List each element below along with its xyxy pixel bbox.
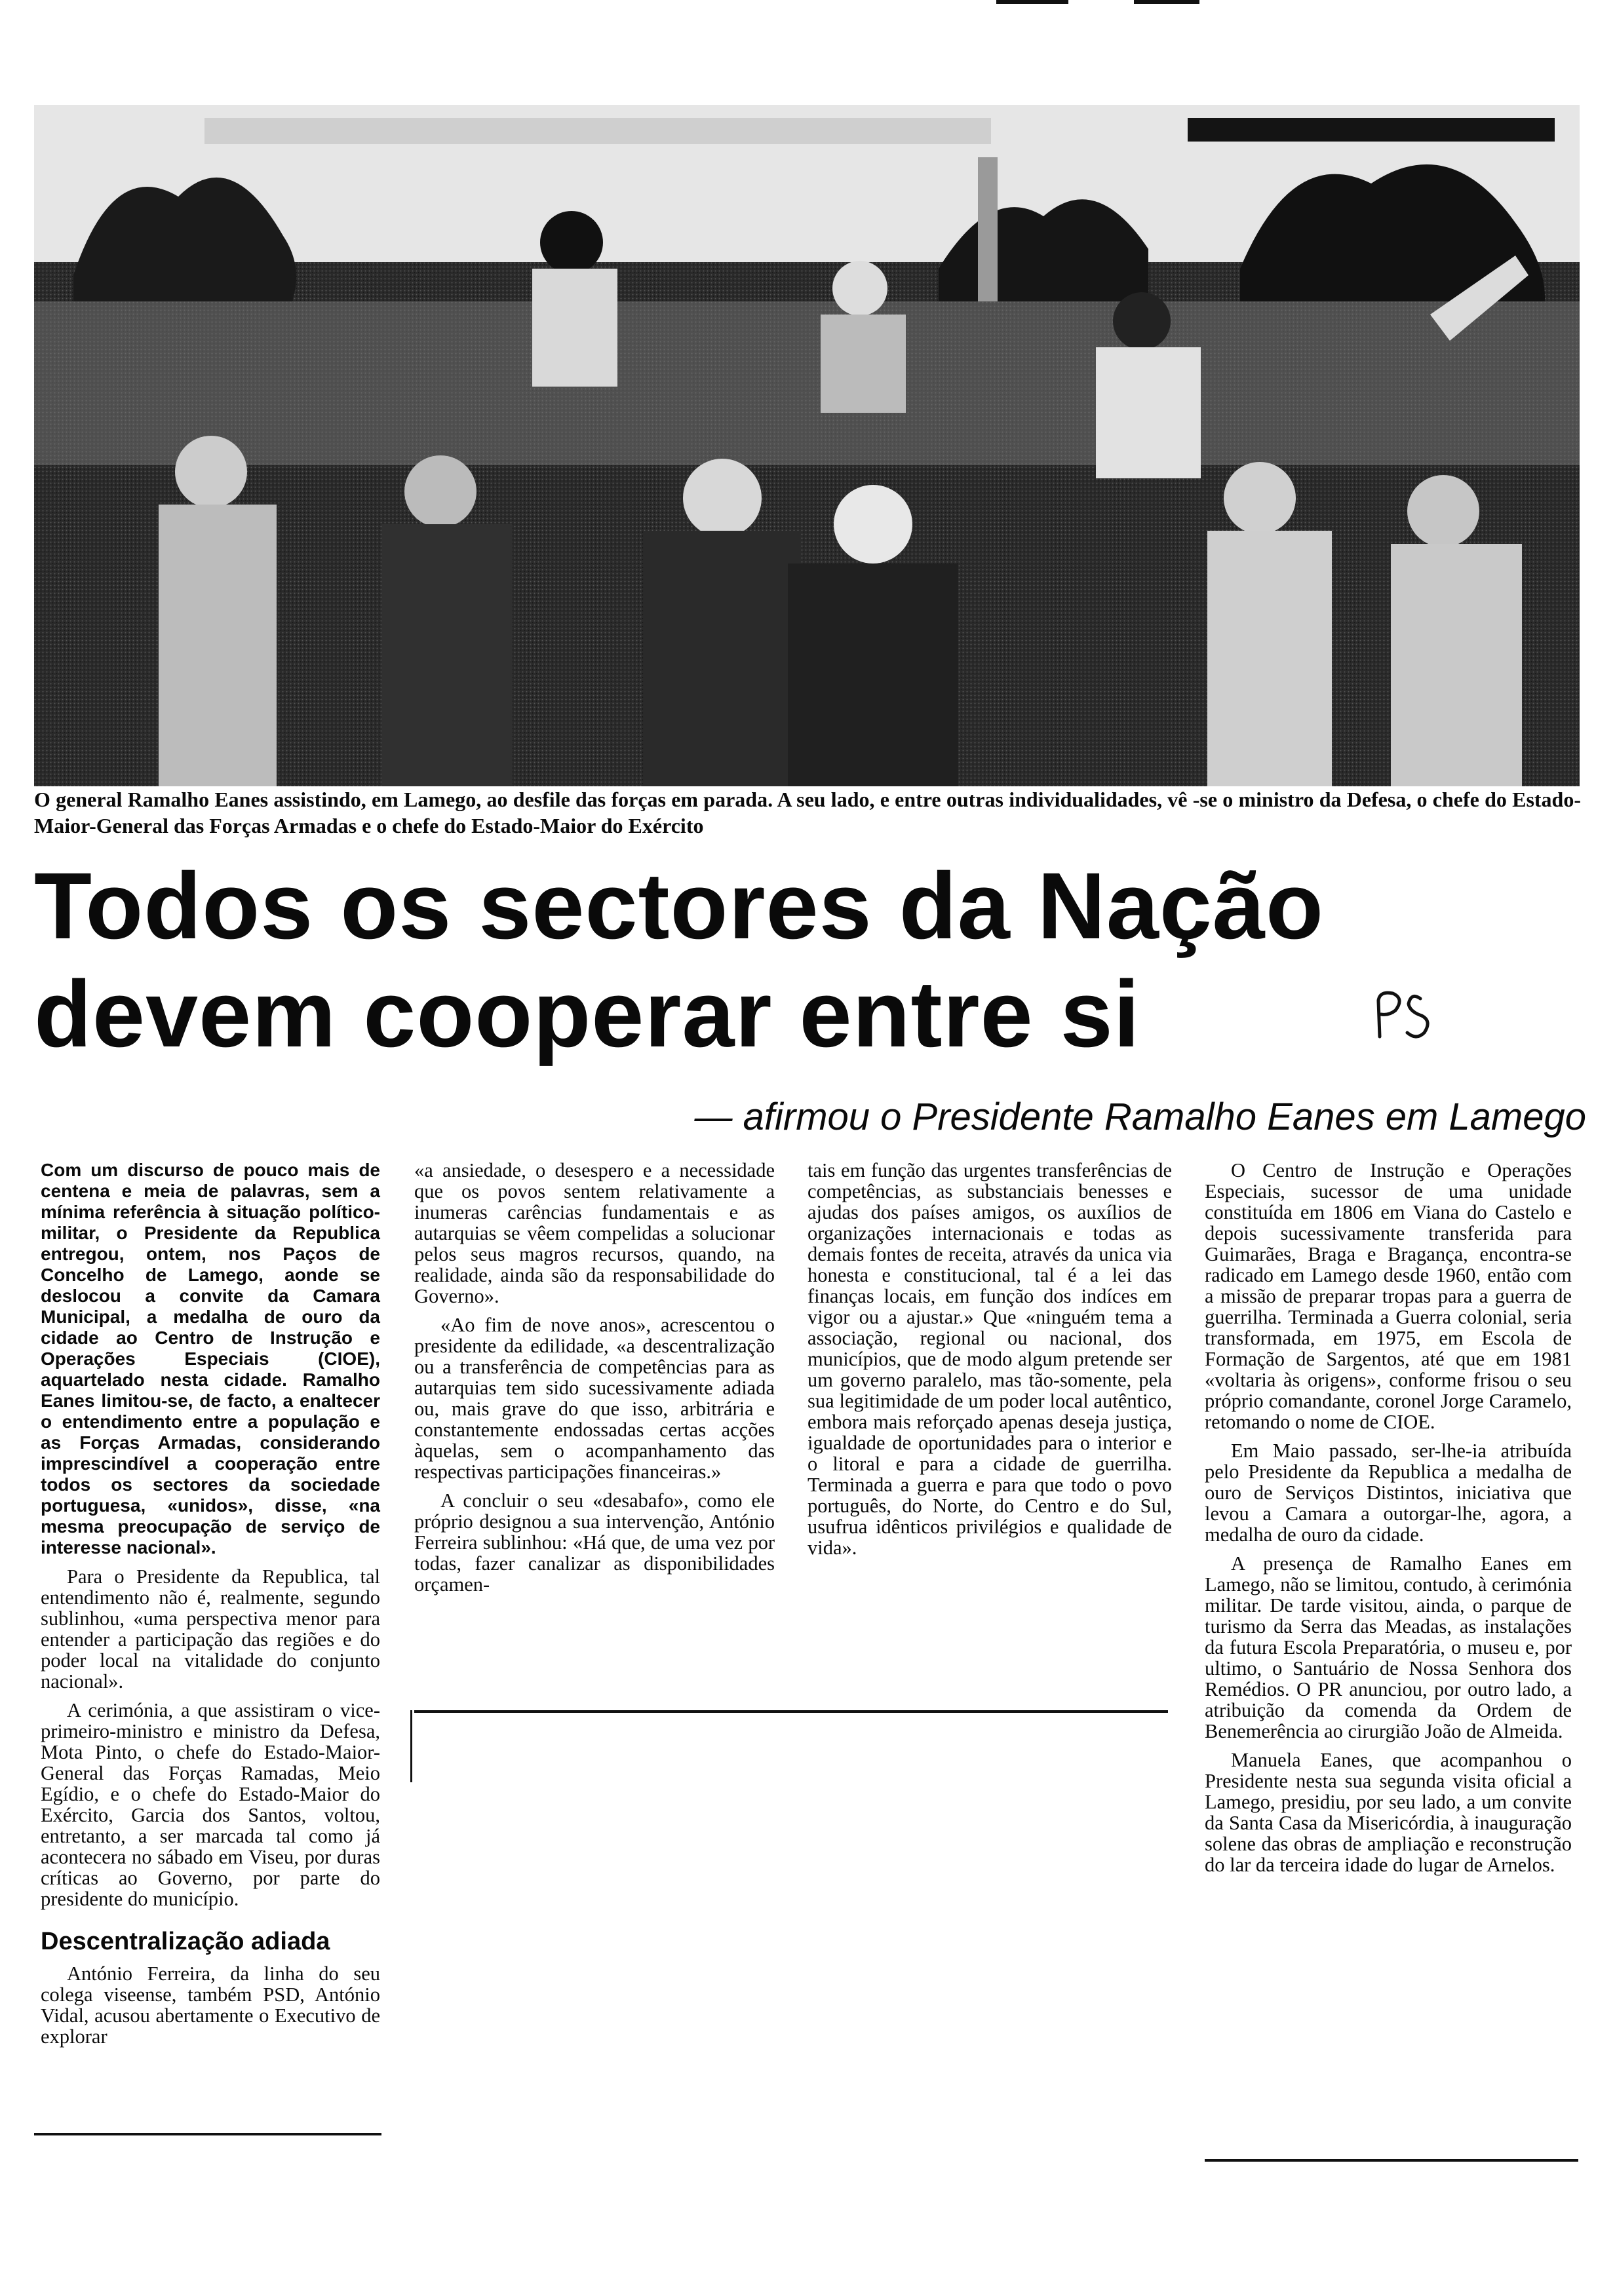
article-column-4 xyxy=(1205,1160,1572,1883)
top-edge-mark-left xyxy=(996,0,1068,4)
article-column-1 xyxy=(41,1160,380,2055)
article-column-2 xyxy=(414,1160,775,1603)
column-divider xyxy=(410,1710,412,1782)
column-4-bottom-rule xyxy=(1205,2159,1578,2162)
subheadline: — afirmou o Presidente Ramalho Eanes em Lamego xyxy=(694,1096,1586,1138)
top-edge-mark-right xyxy=(1134,0,1199,4)
article-paragraph: «Ao fim de nove anos», acrescentou o presidente da edilidade, «a descentralização ou a transferência de competências para as autarquias tem sido sucessivamente adiada ou, mais grave do que isso, arbitrária e constantemente endossadas certas acções àquelas, sem o acompanhamento das respectivas participações financeiras.» xyxy=(414,1314,775,1483)
column-1-bottom-rule xyxy=(34,2133,381,2135)
article-paragraph: «a ansiedade, o desespero e a necessidade que os povos sentem relativamente a inumeras carências fundamentais e as autarquias se vêem compelidas a solucionar pelos seus magros recursos, quando, na realidade, ainda são da responsabilidade do Governo». xyxy=(414,1159,775,1307)
headline xyxy=(34,852,1581,1068)
handwritten-ps-mark xyxy=(1367,984,1445,1050)
photo-caption: O general Ramalho Eanes assistindo, em Lamego, ao desfile das forças em parada. A seu lado, e entre outras individualidades, vê -se o ministro da Defesa, o chefe do Estado-Maior-General das Forças Armadas e o chefe do Estado-Maior do Exército xyxy=(34,788,1581,837)
news-photo xyxy=(34,105,1580,786)
article-paragraph: Manuela Eanes, que acompanhou o Presidente nesta sua segunda visita oficial a Lamego, presidiu, por seu lado, a um convite da Santa Casa da Misericórdia, à inauguração solene das obras de ampliação e reconstrução do lar da terceira idade do lugar de Arnelos. xyxy=(1205,1749,1572,1876)
columns-2-3-bottom-rule xyxy=(414,1710,1168,1713)
article-paragraph: António Ferreira, da linha do seu colega viseense, também PSD, António Vidal, acusou abertamente o Executivo de explorar xyxy=(41,1962,380,2048)
article-paragraph: O Centro de Instrução e Operações Especiais, sucessor de uma unidade constituída em 1806 em Viana do Castelo e depois sucessivamente transferida para Guimarães, Braga e Bragança, encontra-se radicado em Lamego desde 1960, então com a missão de preparar tropas para a guerra de guerrilha. Terminada a Guerra colonial, seria transformada, em 1975, em Escola de Formação de Sargentos, até que em 1981 «voltaria às origens», conforme frisou o seu próprio comandante, coronel Jorge Caramelo, retomando o nome de CIOE. xyxy=(1205,1159,1572,1433)
article-column-3 xyxy=(808,1160,1172,1566)
article-paragraph: Para o Presidente da Republica, tal entendimento não é, realmente, segundo sublinhou, «uma perspectiva menor para entender a participação das regiões e do poder local na vitalidade do conjunto nacional». xyxy=(41,1565,380,1693)
article-paragraph: A presença de Ramalho Eanes em Lamego, não se limitou, contudo, à cerimónia militar. De tarde visitou, ainda, o parque de turismo da Serra das Meadas, as instalações da futura Escola Preparatória, o museu e, por ultimo, o Santuário de Nossa Senhora dos Remédios. O PR anunciou, por outro lado, a atribuição da comenda da Ordem de Benemerência ao cirurgião João de Almeida. xyxy=(1205,1552,1572,1742)
article-lead-paragraph: Com um discurso de pouco mais de centena e meia de palavras, sem a mínima referência à situação político-militar, o Presidente da Republica entregou, ontem, nos Paços de Concelho de Lamego, aonde se deslocou a convite da Camara Municipal, a medalha de ouro da cidade ao Centro de Instrução e Operações Especiais (CIOE), aquartelado nesta cidade. Ramalho Eanes limitou-se, de facto, a enaltecer o entendimento entre a população e as Forças Armadas, considerando imprescindível a cooperação entre todos os sectores da sociedade portuguesa, «unidos», disse, «na mesma preocupação de serviço de interesse nacional». xyxy=(41,1160,380,1558)
article-paragraph: A cerimónia, a que assistiram o vice-primeiro-ministro e ministro da Defesa, Mota Pinto, o chefe do Estado-Maior-General das Forças Ramadas, Meio Egídio, e o chefe do Estado-Maior do Exército, Garcia dos Santos, voltou, entretanto, a ser marcada tal como já acontecera no sábado em Viseu, por duras críticas ao Governo, por parte do presidente do município. xyxy=(41,1699,380,1910)
article-paragraph: tais em função das urgentes transferências de competências, as substanciais benesses e ajudas dos países amigos, os auxílios de organizações internacionais e todas as demais fontes de receita, através da unica via honesta e constitucional, tal é a lei das finanças locais, em função dos indíces em vigor ou a ajustar.» Que «ninguém tema a associação, regional ou nacional, dos municípios, que de modo algum pretende ser um governo paralelo, mas tão-somente, pela sua legitimidade de um poder local autêntico, embora mais reforçado apenas deseja justiça, igualdade de oportunidades para o interior e o litoral e para a cidade de guerrilha. Terminada a guerra e para que todo o povo português, do Norte, do Centro e do Sul, usufrua idênticos privilégios e qualidade de vida». xyxy=(808,1159,1172,1559)
article-intertitle: Descentralização adiada xyxy=(41,1928,330,1955)
article-paragraph: A concluir o seu «desabafo», como ele próprio designou a sua intervenção, António Ferreira sublinhou: «Há que, de uma vez por todas, fazer canalizar as disponibilidades orçamen- xyxy=(414,1489,775,1596)
article-paragraph: Em Maio passado, ser-lhe-ia atribuída pelo Presidente da Republica a medalha de ouro de Serviços Distintos, iniciativa que levou a Camara a outorgar-lhe, agora, a medalha de ouro da cidade. xyxy=(1205,1440,1572,1546)
headline-line-2: devem cooperar entre si xyxy=(34,961,1140,1067)
headline-line-1: Todos os sectores da Nação xyxy=(34,853,1324,959)
photo-illustration xyxy=(34,105,1580,786)
